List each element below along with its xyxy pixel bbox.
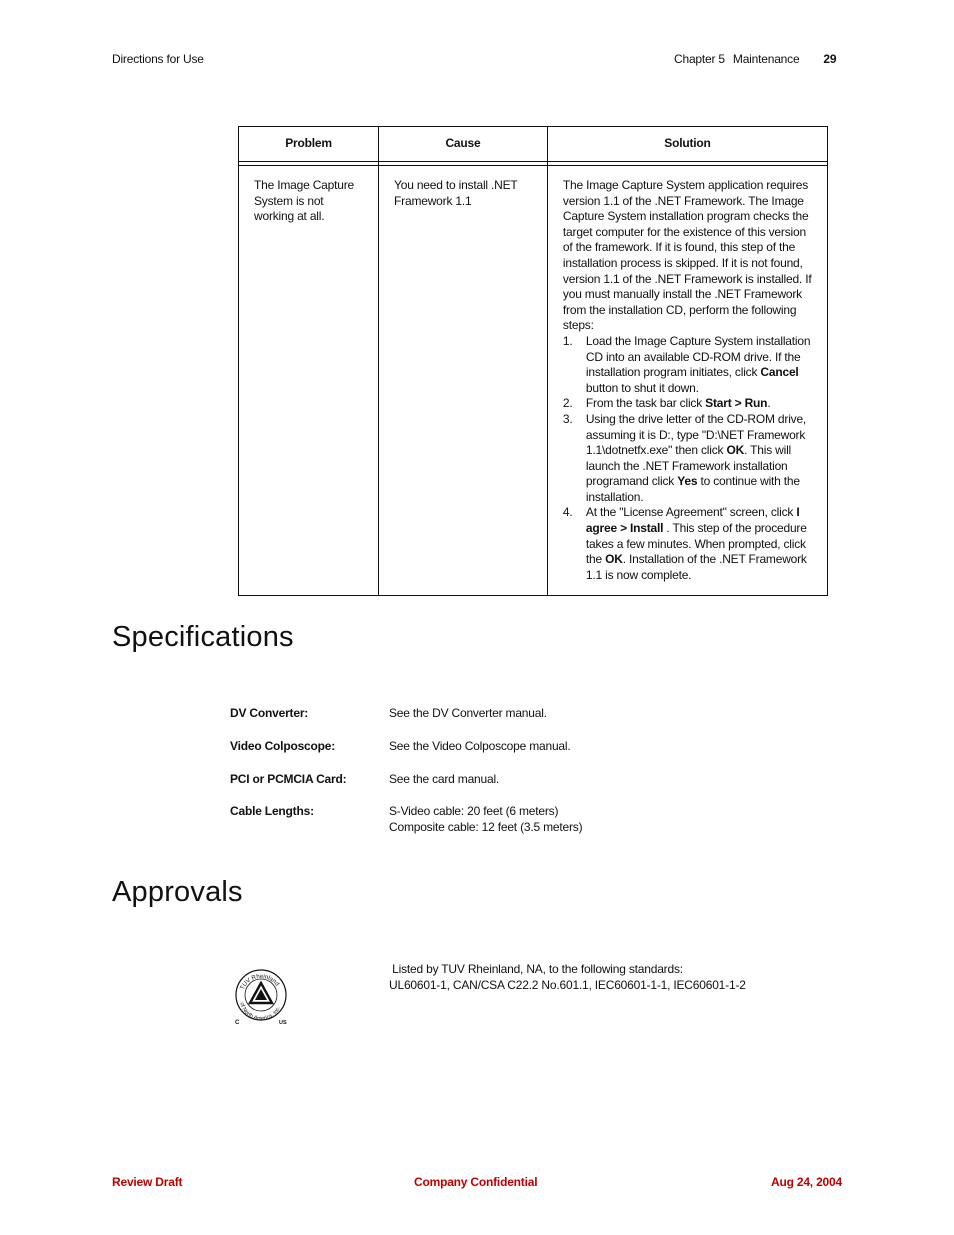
spec-value-line: S-Video cable: 20 feet (6 meters): [389, 804, 559, 818]
step-text: . This step of the procedure takes a few minutes. When prompted, click the: [585, 521, 807, 567]
spec-value: [389, 803, 809, 835]
step-text: button to shut it down.: [585, 380, 699, 395]
troubleshooting-table: [238, 126, 828, 596]
approvals-standards: UL60601-1, CAN/CSA C22.2 No.601.1, IEC60601-1-1, IEC60601-1-2: [389, 977, 746, 992]
step-text: to continue with the installation.: [585, 474, 800, 504]
solution-intro: The Image Capture System application requires version 1.1 of the .NET Framework. The Image Capture System installation program checks the target computer for the existence of this version of the framework. If it is found, this step of the installation process is skipped. If it is not found, version 1.1 of the .NET Framework is installed. If you must manually install the .NET Framework from the installation CD, perform the following steps:: [562, 178, 812, 333]
list-item: [563, 412, 813, 506]
svg-text:of North America, Inc.: [238, 1002, 282, 1022]
footer-review-draft: Review Draft: [112, 1175, 183, 1189]
solution-steps: [563, 334, 813, 584]
footer-confidential: Company Confidential: [414, 1175, 538, 1189]
approvals-heading: Approvals: [112, 876, 243, 908]
header-solution: Solution: [547, 127, 827, 162]
section-label: Maintenance: [732, 52, 800, 66]
step-text: Load the Image Capture System installation CD into an available CD-ROM drive. If the installation program initiates, click: [585, 333, 811, 380]
logo-text-bottom: of North America, Inc.: [238, 1001, 283, 1023]
tuv-certification-logo: [232, 968, 290, 1026]
step-text: At the "License Agreement" screen, click: [585, 505, 797, 520]
step-bold: I agree > Install: [585, 505, 800, 536]
header-cause: Cause: [379, 127, 548, 162]
chapter-label: Chapter 5: [674, 52, 725, 66]
spec-label: Cable Lengths:: [230, 804, 314, 818]
spec-label: DV Converter:: [230, 706, 309, 720]
header-problem: Problem: [239, 127, 379, 162]
footer-date: Aug 24, 2004: [771, 1175, 842, 1189]
step-text: . This will launch the .NET Framework installation programand click: [585, 443, 791, 489]
approvals-line: Listed by TUV Rheinland, NA, to the following standards:: [389, 962, 683, 976]
running-header-chapter: [674, 52, 836, 66]
spec-value: See the card manual.: [389, 772, 500, 786]
specifications-heading: Specifications: [112, 621, 294, 653]
step-text: .: [767, 396, 771, 411]
step-number: 1.: [562, 333, 573, 348]
step-text: Using the drive letter of the CD-ROM drive, assuming it is D:, type "D:\NET Framework 1.1\dotnetfx.exe" then click: [585, 411, 807, 458]
logo-c-mark: C: [235, 1020, 240, 1026]
step-text: . Installation of the .NET Framework 1.1 is now complete.: [585, 552, 807, 582]
page-number: 29: [823, 52, 837, 66]
running-header-title: Directions for Use: [112, 52, 204, 66]
table-header-row: [239, 127, 828, 162]
step-bold: OK: [726, 443, 745, 458]
step-number: 4.: [562, 505, 573, 520]
spec-value: See the Video Colposcope manual.: [389, 739, 571, 753]
step-bold: Start > Run: [705, 396, 768, 411]
spec-value-line: Composite cable: 12 feet (3.5 meters): [389, 820, 583, 834]
step-text: From the task bar click: [585, 396, 706, 411]
approvals-statement: [389, 962, 746, 993]
cell-problem: The Image Capture System is not working at all.: [239, 166, 379, 596]
step-bold: OK: [605, 552, 623, 567]
cell-solution: [547, 166, 827, 596]
spec-label: PCI or PCMCIA Card:: [230, 772, 347, 786]
step-number: 3.: [562, 411, 573, 426]
list-item: [563, 505, 813, 583]
step-bold: Yes: [677, 474, 698, 489]
table-row: [239, 166, 828, 596]
logo-us-mark: US: [279, 1020, 287, 1026]
step-bold: Cancel: [760, 365, 799, 380]
list-item: [563, 334, 813, 396]
cell-cause: You need to install .NET Framework 1.1: [379, 166, 548, 596]
list-item: [563, 396, 813, 412]
svg-text:TUV Rheinland: [240, 974, 280, 991]
spec-label: Video Colposcope:: [230, 739, 336, 753]
step-number: 2.: [562, 396, 573, 411]
logo-text-top: TUV Rheinland: [239, 973, 280, 991]
spec-value: See the DV Converter manual.: [389, 706, 547, 720]
